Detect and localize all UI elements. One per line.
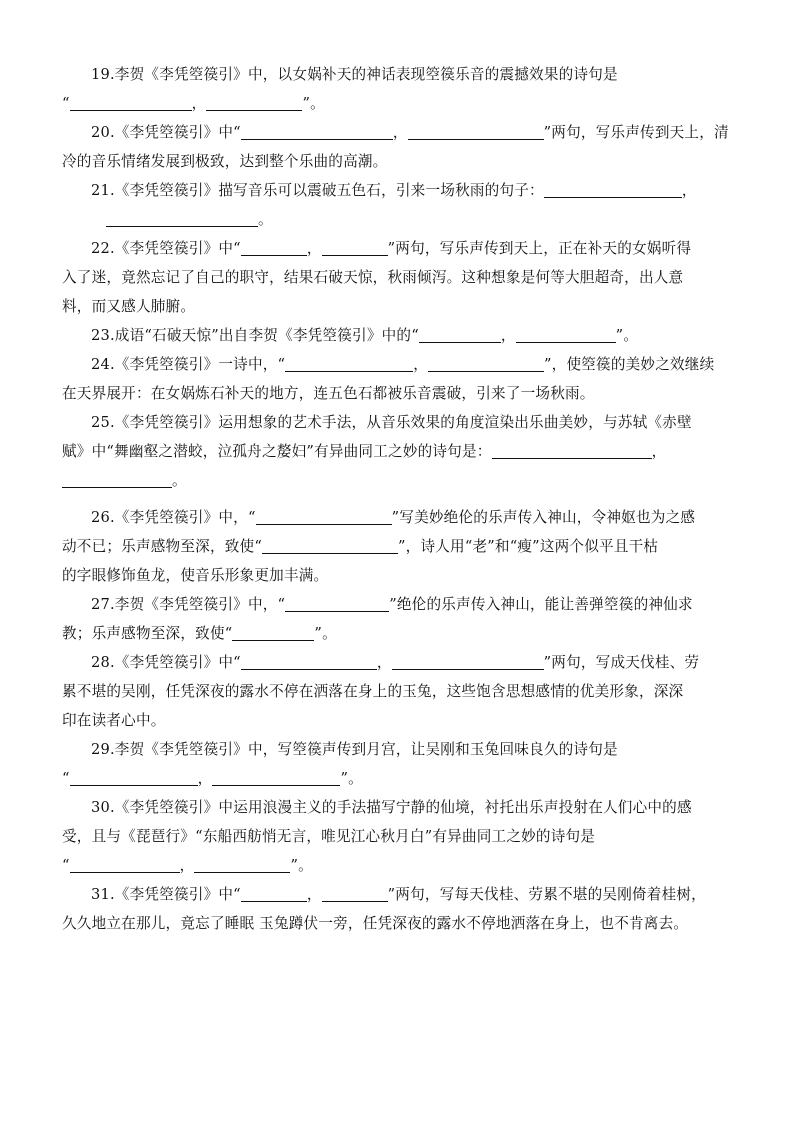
question-27: 27.李贺《李凭箜篌引》中，“ ”绝伦的乐声传入神山，能让善弹箜篌的神仙求 教；乐声感物至深，致使“ ”。 — [62, 596, 693, 642]
answer-blank[interactable] — [516, 325, 616, 343]
question-25: 25.《李凭箜篌引》运用想象的艺术手法，从音乐效果的角度渲染出乐曲美妙，与苏轼《赤壁 赋》中“舞幽壑之潜蛟，泣孤舟之嫠妇”有异曲同工之妙的诗句是： ， 。 — [62, 414, 692, 489]
answer-blank[interactable] — [419, 325, 501, 343]
question-21: 21.《李凭箜篌引》描写音乐可以震破五色石，引来一场秋雨的句子： ， 。 — [91, 182, 697, 228]
answer-blank[interactable] — [492, 441, 652, 459]
answer-blank[interactable] — [106, 209, 258, 227]
question-20: 20.《李凭箜篌引》中“ ， ”两句，写乐声传到天上，清 冷的音乐情绪发展到极致，达到整个乐曲的高潮。 — [62, 124, 729, 170]
answer-blank[interactable] — [70, 768, 198, 786]
question-30: 30.《李凭箜篌引》中运用浪漫主义的手法描写宁静的仙境，衬托出乐声投射在人们心中的感 受，且与《琵琶行》“东船西舫悄无言，唯见江心秋月白”有异曲同工之妙的诗句是 “ ， ”。 — [62, 799, 692, 874]
question-24: 24.《李凭箜篌引》一诗中，“ ， ”，使箜篌的美妙之效继续 在天界展开：在女娲炼石补天的地方，连五色石都被乐音震破，引来了一场秋雨。 — [62, 356, 715, 402]
question-31: 31.《李凭箜篌引》中“ ， ”两句，写每天伐桂、劳累不堪的吴刚倚着桂树， 久久地立在那儿，竟忘了睡眠 玉兔蹲伏一旁，任凭深夜的露水不停地洒落在身上，也不肯离去。 — [62, 886, 706, 932]
answer-blank[interactable] — [241, 884, 307, 902]
answer-blank[interactable] — [408, 122, 544, 140]
answer-blank[interactable] — [322, 884, 388, 902]
answer-blank[interactable] — [262, 536, 398, 554]
question-23: 23.成语“石破天惊”出自李贺《李凭箜篌引》中的“ ， ”。 — [91, 327, 639, 344]
answer-blank[interactable] — [285, 354, 413, 372]
answer-blank[interactable] — [256, 507, 392, 525]
answer-blank[interactable] — [62, 470, 172, 488]
answer-blank[interactable] — [232, 623, 314, 641]
answer-blank[interactable] — [322, 238, 388, 256]
question-28: 28.《李凭箜篌引》中“ ， ”两句，写成天伐桂、劳 累不堪的吴刚，任凭深夜的露水不停在洒落在身上的玉兔，这些饱含思想感情的优美形象，深深 印在读者心中。 — [62, 654, 700, 729]
answer-blank[interactable] — [241, 652, 377, 670]
answer-blank[interactable] — [241, 238, 307, 256]
exercise-sheet — [62, 60, 738, 938]
answer-blank[interactable] — [241, 122, 393, 140]
question-26: 26.《李凭箜篌引》中，“ ”写美妙绝伦的乐声传入神山，令神妪也为之感 动不已；乐声感物至深，致使“ ”，诗人用“老”和“瘦”这两个似平且干枯 的字眼修饰鱼龙，使音乐形象更加丰满。 — [62, 509, 696, 584]
answer-blank[interactable] — [285, 594, 389, 612]
answer-blank[interactable] — [70, 93, 192, 111]
answer-blank[interactable] — [70, 855, 180, 873]
spacer — [62, 495, 738, 503]
question-19: 19.李贺《李凭箜篌引》中，以女娲补天的神话表现箜篌乐音的震撼效果的诗句是 “ ， ”。 — [62, 66, 618, 112]
answer-blank[interactable] — [544, 180, 682, 198]
question-29: 29.李贺《李凭箜篌引》中，写箜篌声传到月宫，让吴刚和玉兔回味良久的诗句是 “ ， ”。 — [62, 741, 618, 787]
answer-blank[interactable] — [212, 768, 340, 786]
question-22: 22.《李凭箜篌引》中“ ， ”两句，写乐声传到天上，正在补天的女娲听得 入了迷，竟然忘记了自己的职守，结果石破天惊，秋雨倾泻。这种想象是何等大胆超奇，出人意 料，而又感人肺腑。 — [62, 240, 692, 315]
answer-blank[interactable] — [206, 93, 302, 111]
answer-blank[interactable] — [428, 354, 544, 372]
answer-blank[interactable] — [392, 652, 544, 670]
answer-blank[interactable] — [194, 855, 290, 873]
